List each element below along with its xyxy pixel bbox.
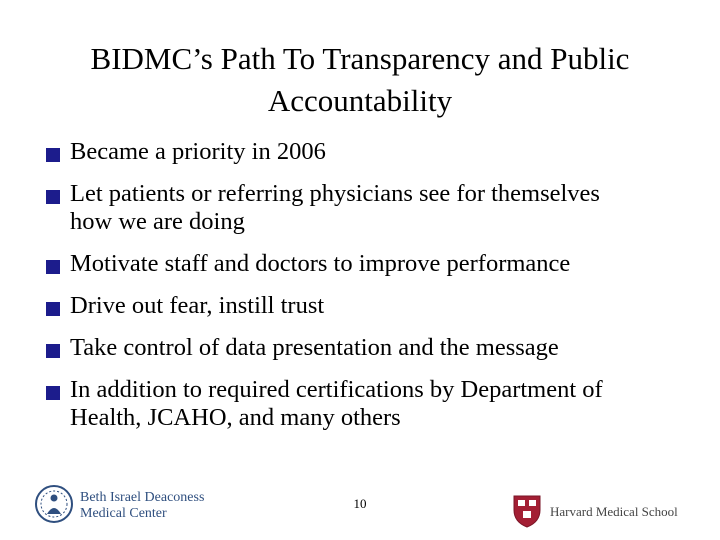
square-bullet-icon [46, 148, 60, 162]
square-bullet-icon [46, 260, 60, 274]
square-bullet-icon [46, 344, 60, 358]
bullet-item [44, 250, 694, 278]
bullet-text-continuation: how we are doing [70, 208, 245, 235]
school-name: Harvard Medical School [550, 504, 678, 519]
bidmc-logo [34, 484, 234, 528]
bullet-item [44, 180, 694, 236]
page-number: 10 [353, 496, 367, 511]
harvard-shield-icon [512, 494, 542, 528]
bullet-item [44, 138, 694, 166]
hms-logo [512, 494, 692, 530]
org-name-line1: Beth Israel Deaconess [80, 490, 205, 505]
bullet-text: Take control of data presentation and the message [70, 334, 559, 361]
org-name-line2: Medical Center [80, 506, 167, 521]
square-bullet-icon [46, 386, 60, 400]
bullet-text: In addition to required certifications by Department of [70, 376, 603, 403]
bullet-text: Let patients or referring physicians see for themselves [70, 180, 600, 207]
slide-title-text: BIDMC’s Path To Transparency and Public Accountability [90, 41, 630, 118]
bullet-item [44, 334, 694, 362]
bullet-text: Became a priority in 2006 [70, 138, 326, 165]
bullet-text: Motivate staff and doctors to improve performance [70, 250, 571, 277]
bullet-list [44, 138, 694, 446]
bidmc-seal-icon [34, 484, 74, 524]
bullet-item [44, 376, 694, 432]
bullet-text: Drive out fear, instill trust [70, 292, 325, 319]
org-name [80, 490, 204, 522]
bullet-text-continuation: Health, JCAHO, and many others [70, 404, 401, 431]
square-bullet-icon [46, 302, 60, 316]
bullet-item [44, 292, 694, 320]
slide-title [20, 38, 700, 122]
square-bullet-icon [46, 190, 60, 204]
